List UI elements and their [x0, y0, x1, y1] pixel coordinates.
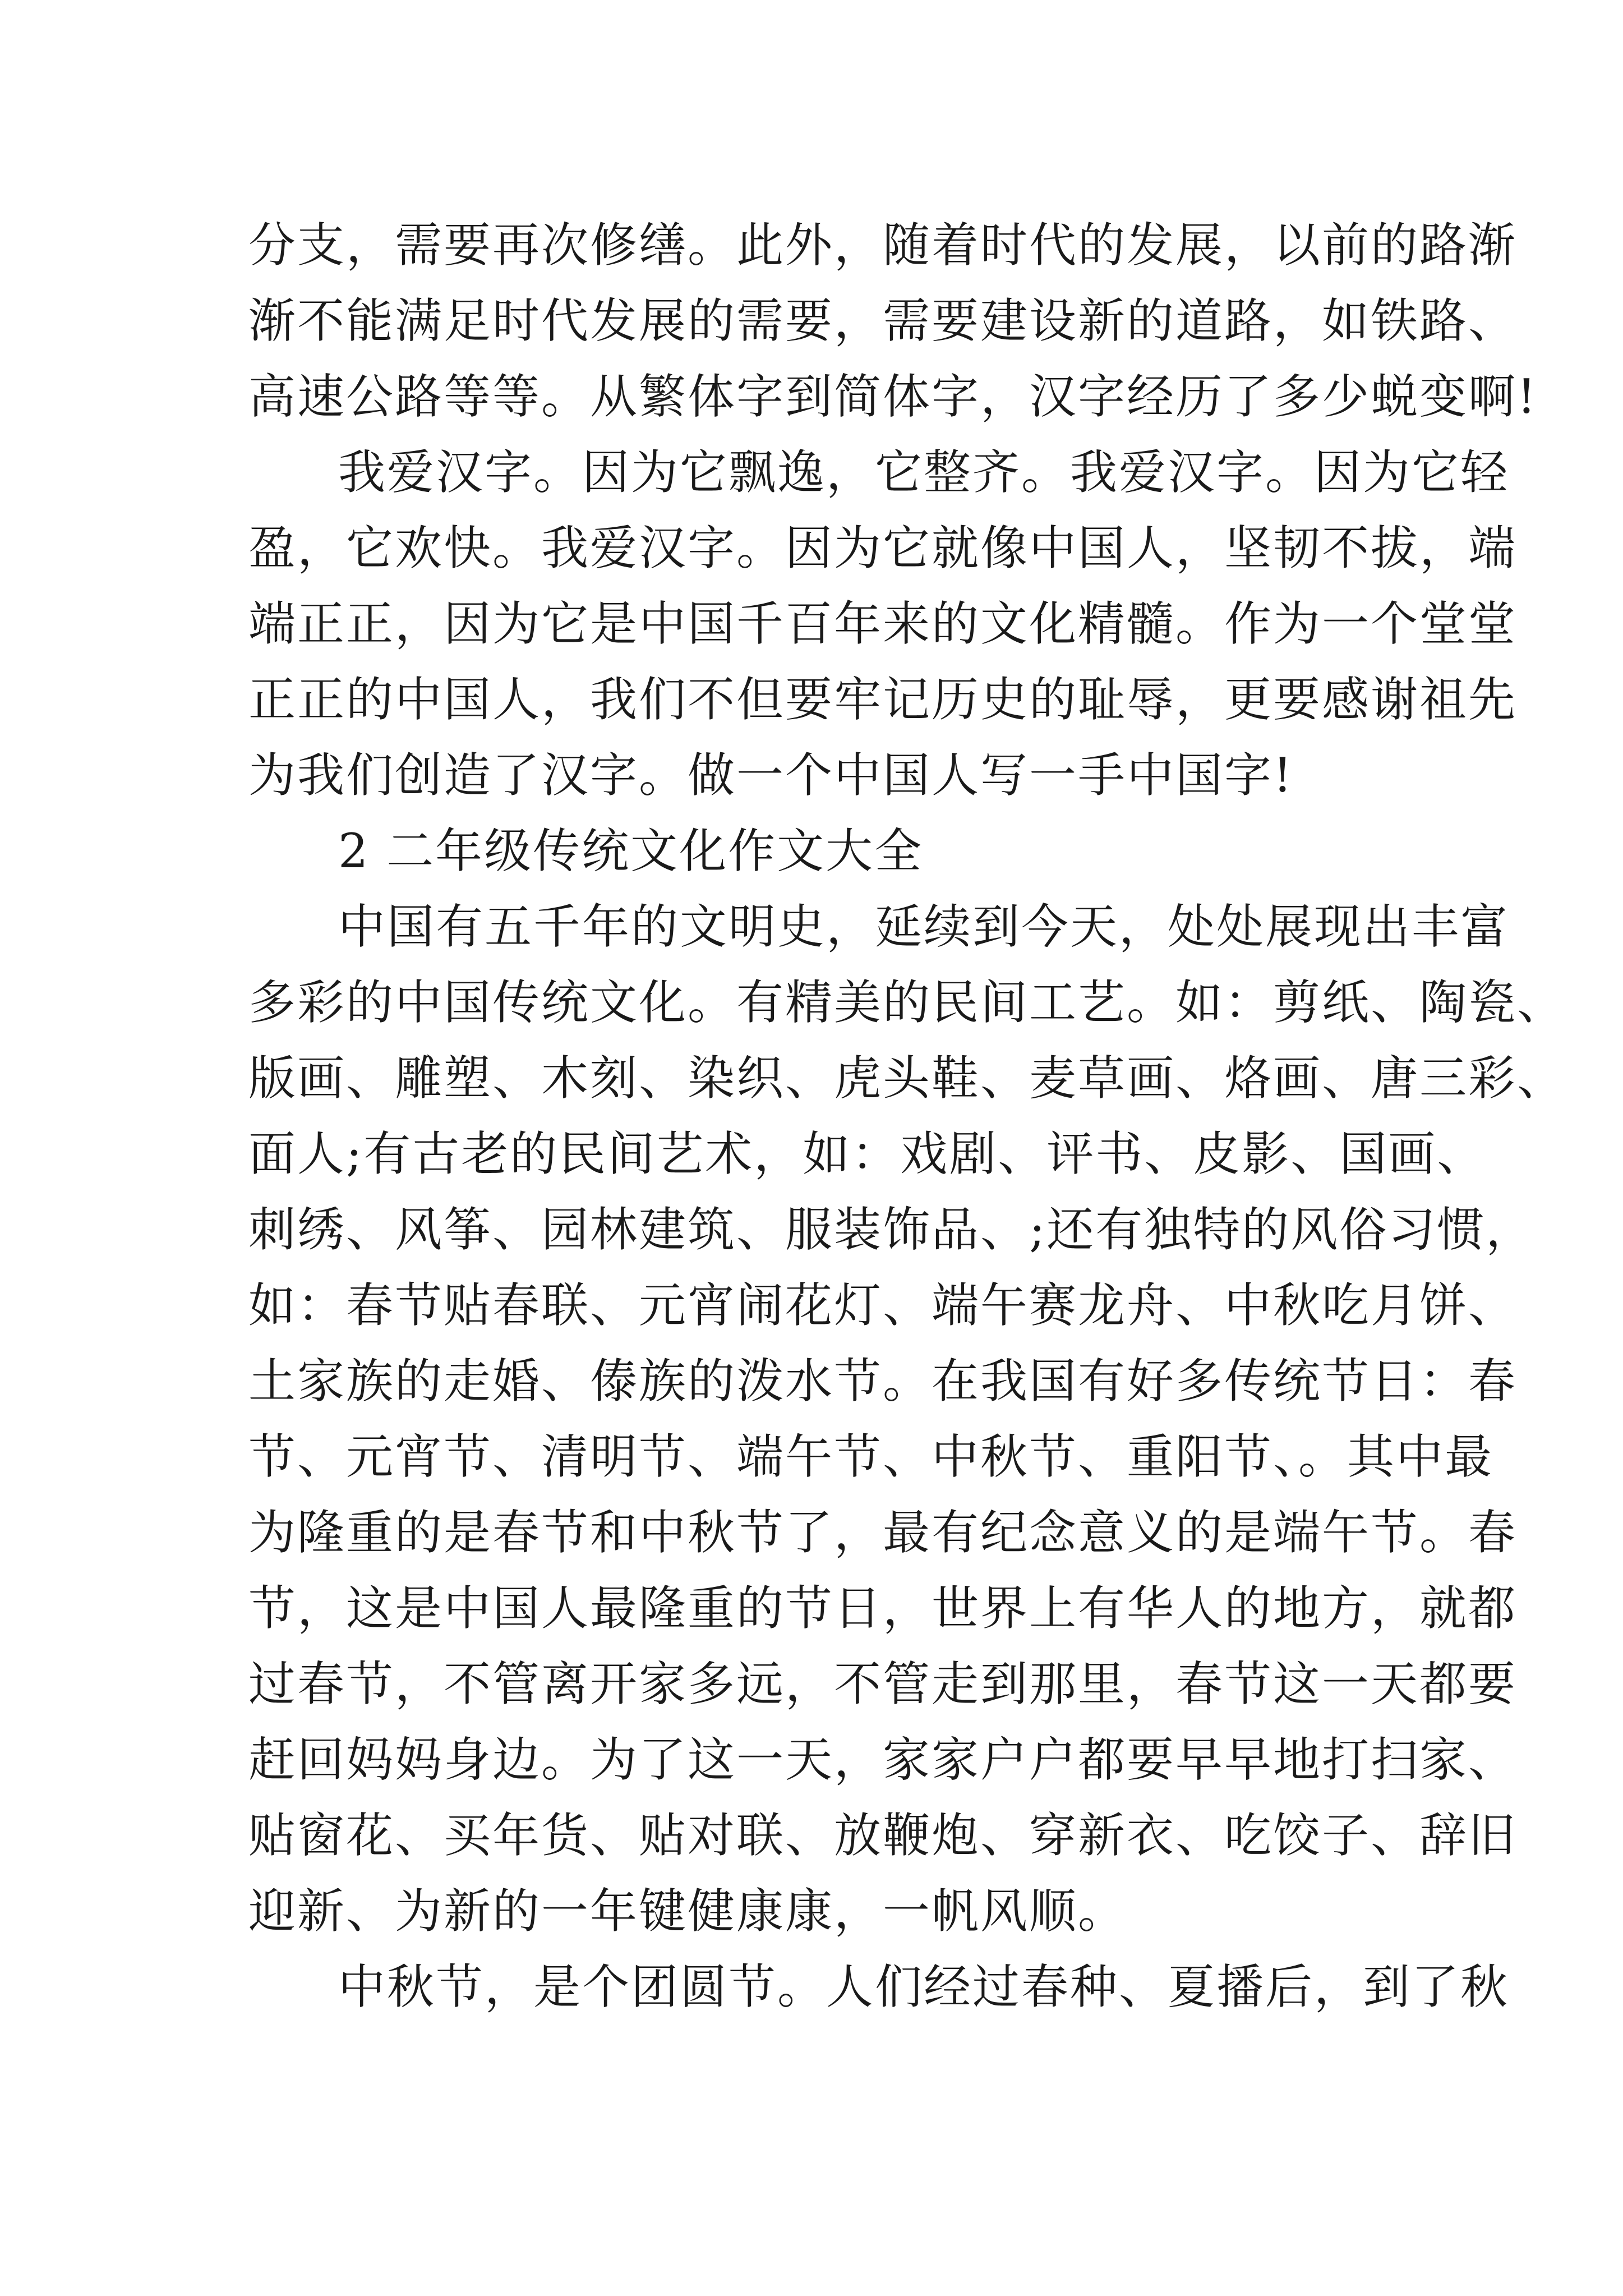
text-line: 高速公路等等。从繁体字到简体字，汉字经历了多少蜕变啊! [248, 369, 1538, 424]
paragraph-first-line: 我爱汉字。因为它飘逸，它整齐。我爱汉字。因为它轻 [338, 445, 1510, 500]
text-line: 版画、雕塑、木刻、染织、虎头鞋、麦草画、烙画、唐三彩、 [248, 1051, 1566, 1106]
text-line: 多彩的中国传统文化。有精美的民间工艺。如：剪纸、陶瓷、 [248, 975, 1566, 1030]
text-line: 刺绣、风筝、园林建筑、服装饰品、;还有独特的风俗习惯， [248, 1202, 1535, 1257]
text-line: 为隆重的是春节和中秋节了，最有纪念意义的是端午节。春 [248, 1505, 1518, 1560]
text-line: 端正正，因为它是中国千百年来的文化精髓。作为一个堂堂 [248, 596, 1518, 651]
section-heading: 2 二年级传统文化作文大全 [338, 823, 924, 878]
text-line: 节，这是中国人最隆重的节日，世界上有华人的地方，就都 [248, 1581, 1518, 1636]
text-line: 渐不能满足时代发展的需要，需要建设新的道路，如铁路、 [248, 293, 1518, 348]
text-line: 面人;有古老的民间艺术，如：戏剧、评书、皮影、国画、 [248, 1126, 1486, 1181]
text-line: 节、元宵节、清明节、端午节、中秋节、重阳节、。其中最 [248, 1429, 1494, 1484]
text-line: 土家族的走婚、傣族的泼水节。在我国有好多传统节日：春 [248, 1354, 1518, 1409]
paragraph-first-line: 中国有五千年的文明史，延续到今天，处处展现出丰富 [338, 899, 1510, 954]
text-line: 如：春节贴春联、元宵闹花灯、端午赛龙舟、中秋吃月饼、 [248, 1278, 1518, 1333]
text-line: 盈，它欢快。我爱汉字。因为它就像中国人，坚韧不拔，端 [248, 521, 1518, 576]
text-line: 贴窗花、买年货、贴对联、放鞭炮、穿新衣、吃饺子、辞旧 [248, 1808, 1518, 1863]
text-line: 过春节，不管离开家多远，不管走到那里，春节这一天都要 [248, 1657, 1518, 1711]
text-line: 迎新、为新的一年键健康康，一帆风顺。 [248, 1884, 1127, 1939]
text-line: 为我们创造了汉字。做一个中国人写一手中国字! [248, 748, 1294, 803]
text-line: 赶回妈妈身边。为了这一天，家家户户都要早早地打扫家、 [248, 1732, 1518, 1787]
text-line: 分支，需要再次修缮。此外，随着时代的发展，以前的路渐 [248, 218, 1518, 273]
paragraph-first-line: 中秋节，是个团圆节。人们经过春种、夏播后，到了秋 [338, 1959, 1510, 2014]
text-line: 正正的中国人，我们不但要牢记历史的耻辱，更要感谢祖先 [248, 672, 1518, 727]
